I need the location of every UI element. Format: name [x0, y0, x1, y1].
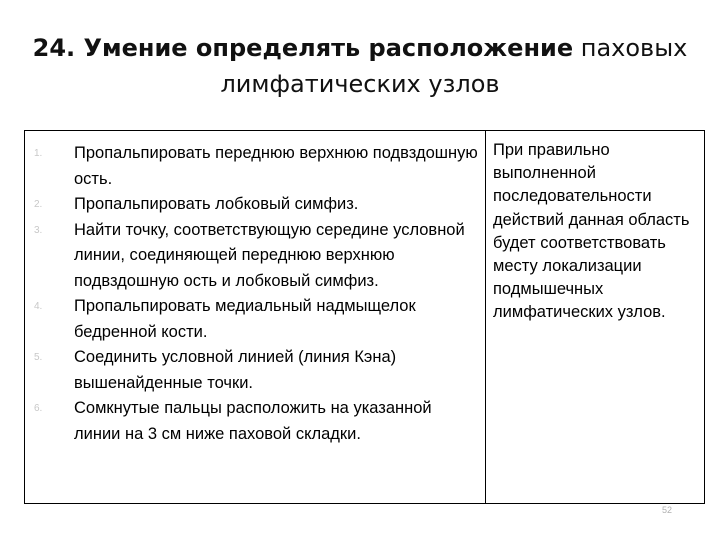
slide-title	[0, 30, 720, 102]
step-item	[25, 141, 485, 192]
step-text: Найти точку, соответствующую середине условной линии, соединяющей переднюю верхнюю подвздошную ость и лобковый симфиз.	[74, 220, 465, 290]
result-cell	[486, 131, 704, 503]
step-number: 4.	[34, 301, 43, 312]
step-item	[25, 218, 485, 295]
title-bold-part: 24. Умение определять расположение	[32, 34, 574, 62]
step-item	[25, 396, 485, 447]
step-text: Пропальпировать медиальный надмыщелок бедренной кости.	[74, 297, 416, 341]
page-number: 52	[662, 505, 673, 515]
step-number: 1.	[34, 148, 43, 159]
step-text: Пропальпировать переднюю верхнюю подвздошную ость.	[74, 144, 478, 188]
step-item	[25, 294, 485, 345]
step-text: Соединить условной линией (линия Кэна) вышенайденные точки.	[74, 348, 397, 392]
step-text: Пропальпировать лобковый симфиз.	[74, 195, 359, 213]
step-number: 2.	[34, 199, 43, 210]
content-table	[24, 130, 705, 504]
step-number: 5.	[34, 352, 43, 363]
step-item	[25, 345, 485, 396]
result-text: При правильно выполненной последовательности действий данная область будет соответствовать месту локализации подмышечных лимфатических узлов.	[493, 141, 690, 322]
steps-cell	[25, 131, 486, 503]
title-regular-part: паховых лимфатических узлов	[220, 34, 688, 98]
step-number: 3.	[34, 224, 43, 236]
step-number: 6.	[34, 403, 43, 414]
step-text: Сомкнутые пальцы расположить на указанной линии на 3 см ниже паховой складки.	[74, 399, 432, 443]
step-item	[25, 192, 485, 218]
